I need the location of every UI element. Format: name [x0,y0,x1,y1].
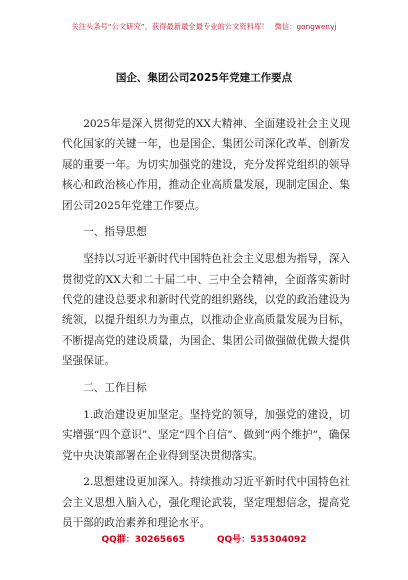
paragraph-goal-2: 2.思想建设更加深入。持续推动习近平新时代中国特色社会主义思想入脑入心，强化理论武装，坚定理想信念，提高党员干部的政治素养和理论水平。 [62,476,350,530]
section-heading-work-goals: 二、工作目标 [83,382,147,395]
document-title: 国企、集团公司2025年党建工作要点 [115,72,293,84]
section-heading-guiding-ideology: 一、指导思想 [83,226,147,239]
footer-contact [0,532,408,545]
footer-qq-group: QQ群：30265665 [101,535,185,545]
document-body [62,114,350,540]
footer-qq-number: QQ号：535304092 [216,535,307,545]
header-wechat: 微信：gongwenyj [274,22,337,31]
header-notice: 关注头条号“公文研究”，获得最新最全最专业的公文资料库！ [71,22,269,31]
paragraph-intro: 2025年是深入贯彻党的XX大精神、全面建设社会主义现代化国家的关键一年，也是国企、集团公司深化改革、创新发展的重要一年。为切实加强党的建设，充分发挥党组织的领导核心和政治核心作用，推动企业高质量发展，现制定国企、集团公司2025年党建工作要点。 [62,118,350,212]
paragraph-guiding-ideology: 坚持以习近平新时代中国特色社会主义思想为指导，深入贯彻党的XX大和二十届二中、三中全会精神，全面落实新时代党的建设总要求和新时代党的组织路线，以党的政治建设为统领，以提升组织力为重点，以推动企业高质量发展为目标，不断提高党的建设质量，为国企、集团公司做强做优做大提供坚强保证。 [62,253,350,368]
header-banner [0,22,408,32]
paragraph-goal-1: 1.政治建设更加坚定。坚持党的领导，加强党的建设，切实增强“四个意识”、坚定“四个自信”、做到“两个维护”，确保党中央决策部署在企业得到坚决贯彻落实。 [62,408,350,462]
